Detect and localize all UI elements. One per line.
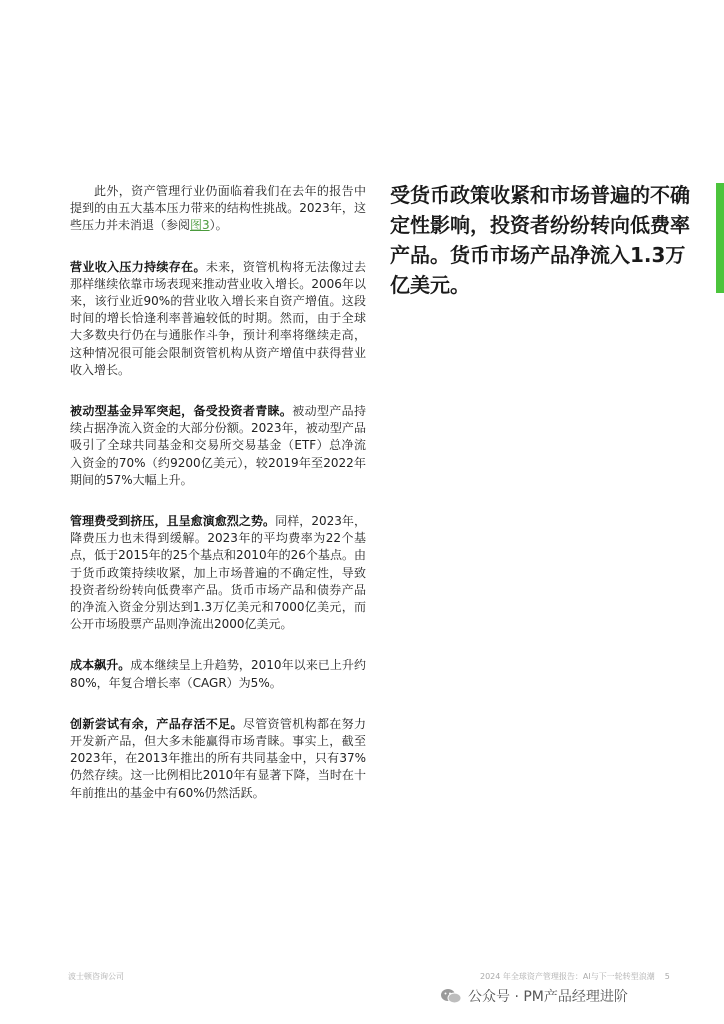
page-number: 5 (664, 972, 670, 981)
body-text-column (70, 183, 366, 826)
accent-bar (716, 183, 724, 293)
paragraph-innovation (70, 716, 366, 802)
paragraph-heading: 营业收入压力持续存在。 (70, 259, 206, 274)
footer-report (480, 971, 670, 982)
paragraph-heading: 创新尝试有余，产品存活不足。 (70, 716, 243, 731)
intro-tail: ）。 (209, 218, 228, 233)
watermark (440, 986, 628, 1006)
watermark-text: 公众号 · PM产品经理进阶 (468, 989, 628, 1005)
paragraph-text: 未来，资管机构将无法像过去那样继续依靠市场表现来推动营业收入增长。2006年以来，该行业近90%的营业收入增长来自资产增值。这段时间的增长恰逢利率普遍较低的时期。然而，由于全球大多数央行仍在与通胀作斗争，预计利率将继续走高，这种情况很可能会限制资管机构从资产增值中获得营业收入增长。 (70, 259, 366, 377)
pull-quote: 受货币政策收紧和市场普遍的不确定性影响，投资者纷纷转向低费率产品。货币市场产品净流入1.3万亿美元。 (390, 183, 690, 297)
paragraph-costs (70, 657, 366, 691)
footer-company: 波士顿咨询公司 (68, 972, 124, 981)
wechat-icon (440, 988, 462, 1004)
intro-text: 此外，资产管理行业仍面临着我们在去年的报告中提到的由五大基本压力带来的结构性挑战。2023年，这些压力并未消退（参阅 (70, 184, 366, 233)
figure-3-link[interactable]: 图3 (190, 218, 210, 233)
paragraph-heading: 成本飙升。 (70, 658, 131, 673)
paragraph-text: 被动型产品持续占据净流入资金的大部分份额。2023年，被动型产品吸引了全球共同基金和交易所交易基金（ETF）总净流入资金的70%（约9200亿美元），较2019年至2022年期间的57%大幅上升。 (70, 404, 366, 487)
paragraph-text: 同样，2023年，降费压力也未得到缓解。2023年的平均费率为22个基点，低于2015年的25个基点和2010年的26个基点。由于货币政策持续收紧，加上市场普遍的不确定性，导致投资者纷纷转向低费率产品。货币市场产品和债券产品的净流入资金分别达到1.3万亿美元和7000亿美元，而公开市场股票产品则净流出2000亿美元。 (70, 514, 366, 632)
paragraph-text: 尽管资管机构都在努力开发新产品，但大多未能赢得市场青睐。事实上，截至2023年，在2013年推出的所有共同基金中，只有37%仍然存续。这一比例相比2010年有显著下降，当时在十年前推出的基金中有60%仍然活跃。 (70, 716, 366, 800)
footer-report-title: 2024 年全球资产管理报告：AI与下一轮转型浪潮 (480, 972, 655, 981)
paragraph-text: 成本继续呈上升趋势，2010年以来已上升约80%，年复合增长率（CAGR）为5%。 (70, 658, 366, 690)
paragraph-heading: 被动型基金异军突起，备受投资者青睐。 (70, 404, 293, 419)
paragraph-revenue-pressure (70, 259, 366, 379)
paragraph-passive-funds (70, 403, 366, 489)
intro-paragraph (70, 183, 366, 235)
paragraph-heading: 管理费受到挤压，且呈愈演愈烈之势。 (70, 514, 276, 529)
paragraph-fee-pressure (70, 513, 366, 633)
